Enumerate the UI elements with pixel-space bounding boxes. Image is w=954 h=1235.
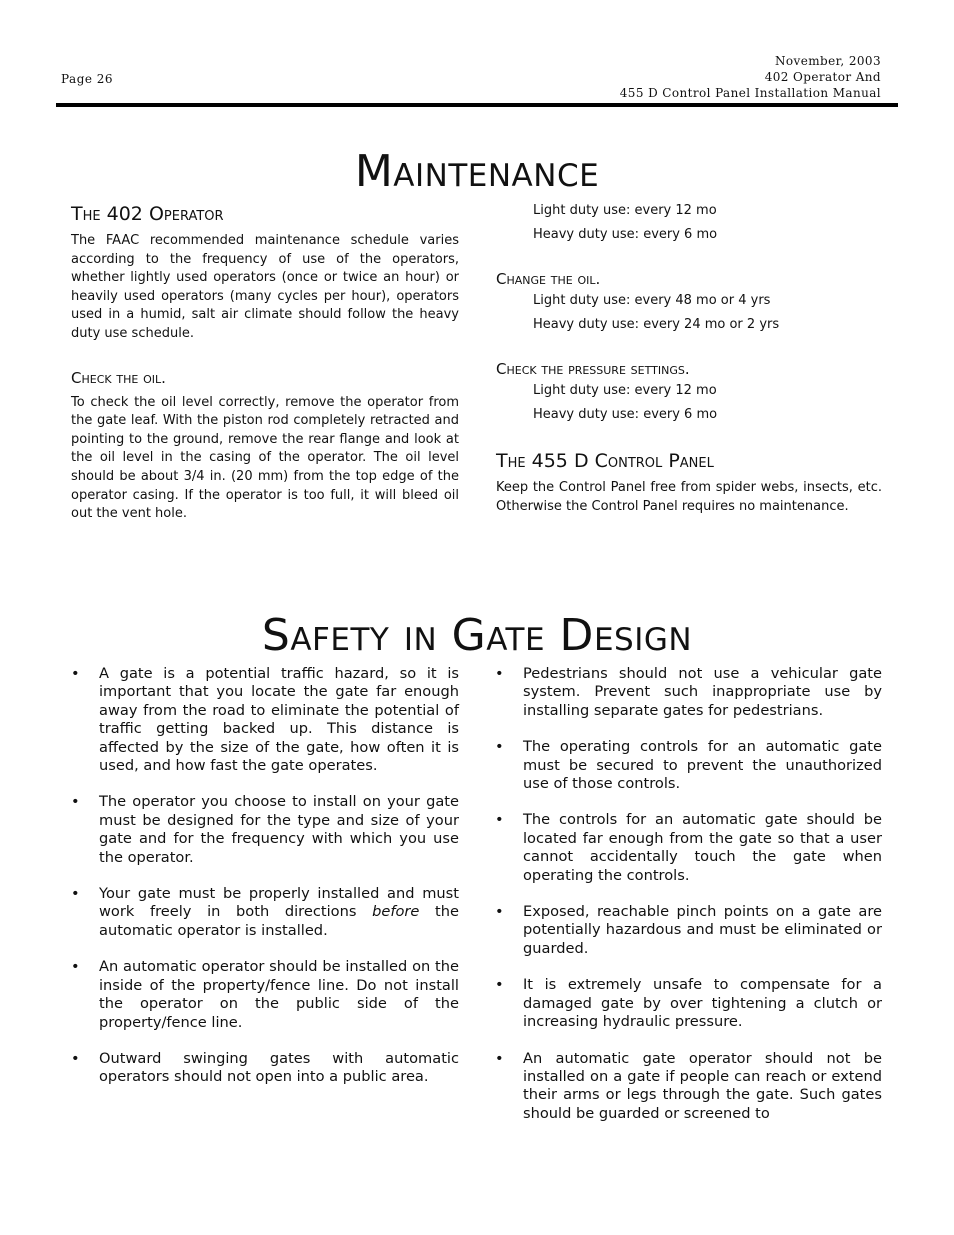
list-item: • A gate is a potential traffic hazard, so it is important that you locate the gate far enough away from the road to eliminate the potential of traffic getting backed up. This distance is affected by the size of the gate, how often it is used, and how fast the gate operates. [71,665,459,775]
bullet-icon: • [495,976,504,994]
change-oil-heading: Change the oil. [496,270,601,288]
maintenance-right-column [496,199,882,516]
page-number: Page 26 [61,72,114,86]
panel455-heading: The 455 D Control Panel [496,450,714,472]
list-item: • The operating controls for an automatic gate must be secured to prevent the unauthorized use of those controls. [495,738,882,793]
bullet-icon: • [71,885,80,903]
safety-right-list [495,665,882,1141]
header-rule [56,103,898,107]
list-item: • An automatic gate operator should not be installed on a gate if people can reach or extend their arms or legs through the gate. Such gates should be guarded or screened to [495,1049,882,1122]
safety-left-list [71,665,459,1105]
check-oil-light: Light duty use: every 12 mo [533,203,717,218]
list-item: • It is extremely unsafe to compensate for a damaged gate by over tightening a clutch or increasing hydraulic pressure. [495,976,882,1031]
header-line-3: 455 D Control Panel Installation Manual [619,86,881,100]
bullet-icon: • [495,1049,504,1067]
bullet-icon: • [71,665,80,682]
list-item: • Exposed, reachable pinch points on a gate are potentially hazardous and must be eliminated or guarded. [495,903,882,957]
header-date: November, 2003 [775,54,881,68]
pressure-light: Light duty use: every 12 mo [533,383,717,398]
bullet-icon: • [495,665,504,682]
list-item: • Pedestrians should not use a vehicular gate system. Prevent such inappropriate use by installing separate gates for pedestrians. [495,665,882,719]
panel455-text: Keep the Control Panel free from spider webs, insects, etc. Otherwise the Control Panel requires no maintenance. [496,480,882,514]
emphasis-before: before [372,903,420,921]
op402-intro: The FAAC recommended maintenance schedule varies according to the frequency of use of the operators, whether lightly used operators (once or twice an hour) or heavily used operators (many cycles per hour), operators used in a humid, salt air climate should follow the heavy duty use schedule. [71,233,459,341]
list-item: • Outward swinging gates with automatic operators should not open into a public area. [71,1049,459,1086]
maintenance-title: Maintenance [354,146,600,197]
bullet-icon: • [495,903,504,921]
op402-heading: The 402 Operator [71,203,224,225]
list-item: • An automatic operator should be installed on the inside of the property/fence line. Do not install the operator on the public side of the property/fence line. [71,958,459,1031]
pressure-heavy: Heavy duty use: every 6 mo [533,407,718,422]
bullet-icon: • [71,1049,80,1067]
safety-title: Safety in Gate Design [261,610,693,661]
bullet-icon: • [71,958,80,976]
check-oil-heavy: Heavy duty use: every 6 mo [533,227,718,242]
pressure-heading: Check the pressure settings. [496,360,690,378]
bullet-icon: • [495,811,504,829]
change-oil-heavy: Heavy duty use: every 24 mo or 2 yrs [533,317,780,332]
list-item: • Your gate must be properly installed and must work freely in both directions before the automatic operator is installed. [71,885,459,939]
change-oil-light: Light duty use: every 48 mo or 4 yrs [533,293,771,308]
document-header [620,53,881,101]
bullet-icon: • [495,738,504,756]
check-oil-text: To check the oil level correctly, remove the operator from the gate leaf. With the piston rod completely retracted and pointing to the ground, remove the rear flange and look at the oil level in the casing of the operator. The oil level should be about 3/4 in. (20 mm) from the top edge of the operator casing. If the operator is too full, it will bleed oil out the vent hole. [71,394,459,522]
bullet-icon: • [71,793,80,811]
list-item: • The operator you choose to install on your gate must be designed for the type and size of your gate and for the frequency with which you use the operator. [71,793,459,866]
check-oil-heading: Check the oil. [71,368,166,387]
maintenance-left-column [71,202,459,524]
list-item: • The controls for an automatic gate should be located far enough from the gate so that a user cannot accidentally touch the gate when operating the controls. [495,811,882,884]
header-line-2: 402 Operator And [764,70,881,84]
